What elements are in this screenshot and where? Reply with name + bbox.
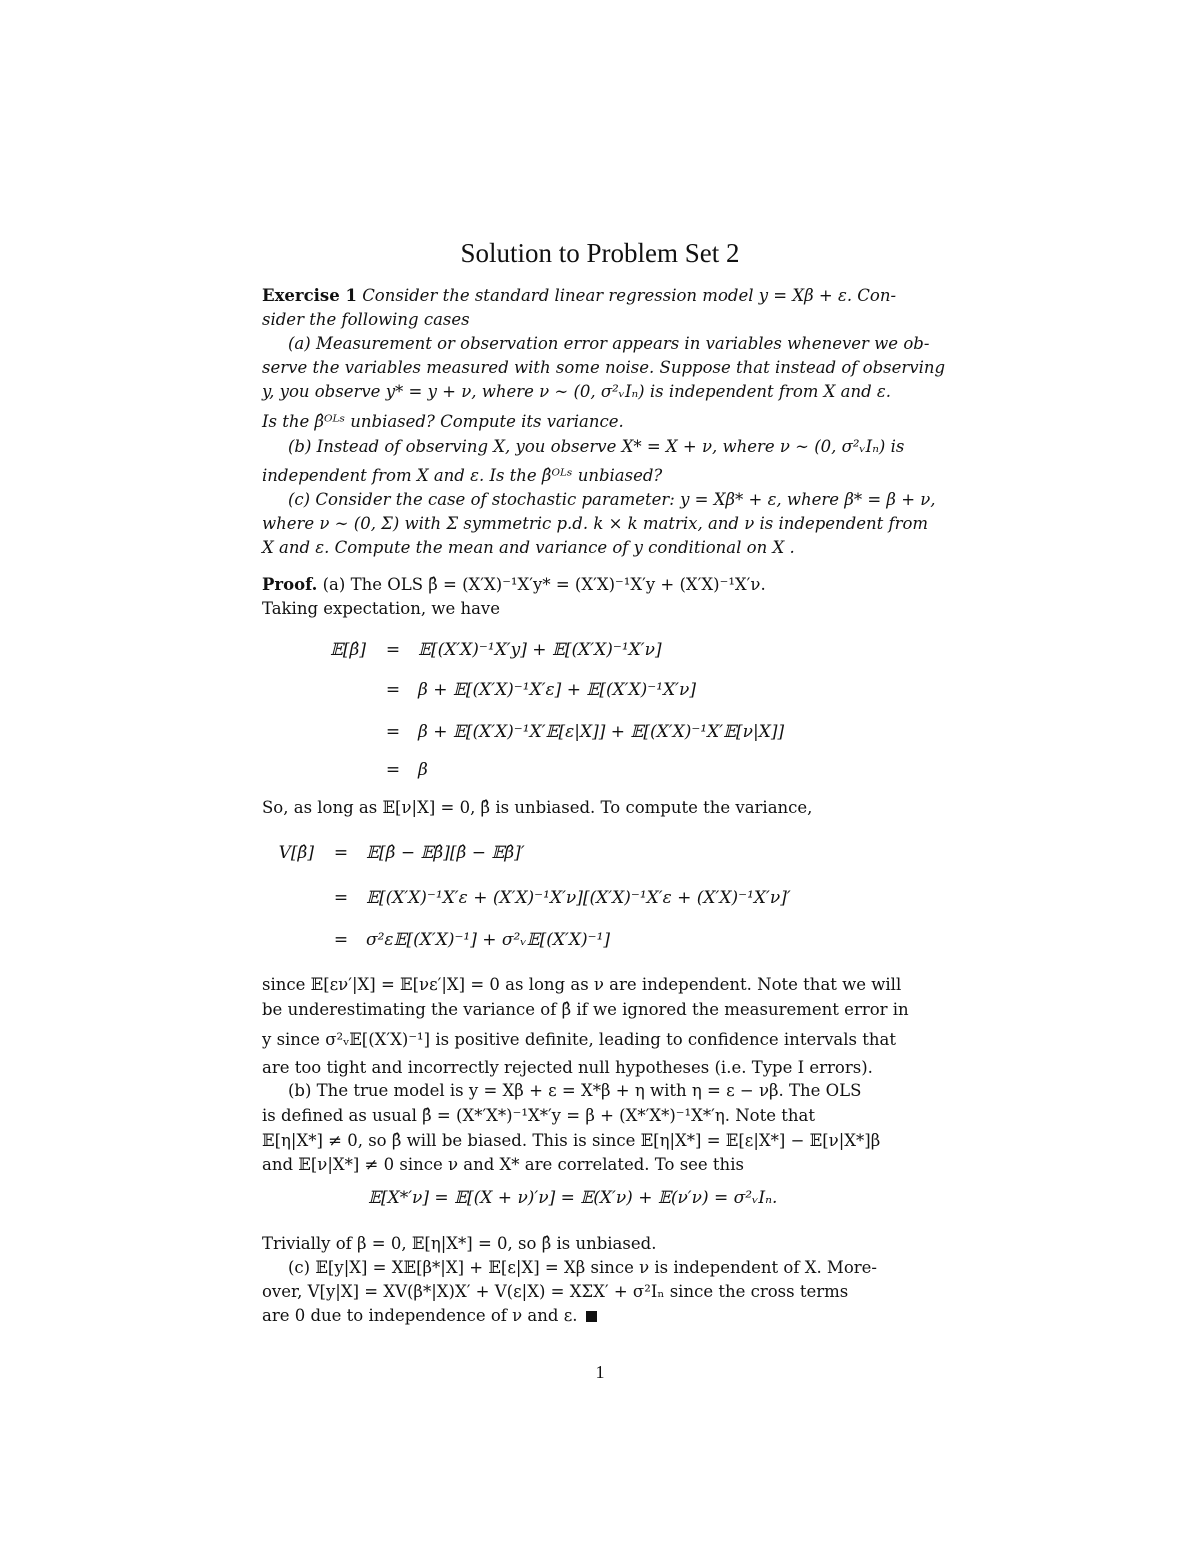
after-line-1: since 𝔼[εν′|X] = 𝔼[νε′|X] = 0 as long as ν are independent. Note that we will xyxy=(262,975,902,994)
end-line-1: Trivially of β = 0, 𝔼[η|X*] = 0, so β̂ is unbiased. xyxy=(262,1234,657,1253)
after-line-7: 𝔼[η|X*] ≠ 0, so β̂ will be biased. This is since 𝔼[η|X*] = 𝔼[ε|X*] − 𝔼[ν|X*]β xyxy=(262,1131,881,1150)
page-number: 1 xyxy=(595,1362,605,1382)
after-line-6: is defined as usual β̂ = (X*′X*)⁻¹X*′y = β + (X*′X*)⁻¹X*′η. Note that xyxy=(262,1106,815,1125)
proof-line-2: Taking expectation, we have xyxy=(262,599,501,618)
eq1-lhs: 𝔼[β̂] xyxy=(329,640,366,660)
page-title: Solution to Problem Set 2 xyxy=(460,238,740,268)
eq2-op-1: = xyxy=(333,843,349,863)
eq1-op-4: = xyxy=(385,760,401,780)
exercise-line-3: (a) Measurement or observation error appears in variables whenever we ob- xyxy=(288,334,930,353)
after-line-3: y since σ²ᵥ𝔼[(X′X)⁻¹] is positive definite, leading to confidence intervals that xyxy=(262,1030,896,1049)
exercise-line-4: serve the variables measured with some noise. Suppose that instead of observing xyxy=(262,358,946,377)
exercise-text: Consider the standard linear regression model y = Xβ + ε. Con- xyxy=(362,286,897,305)
exercise-line-9: (c) Consider the case of stochastic parameter: y = Xβ* + ε, where β* = β + ν, xyxy=(288,490,936,509)
exercise-line-2: sider the following cases xyxy=(262,310,470,329)
exercise-label: Exercise 1 xyxy=(262,286,357,305)
eq2-op-2: = xyxy=(333,888,349,908)
eq2-op-3: = xyxy=(333,930,349,950)
exercise-line-11: X and ε. Compute the mean and variance of y conditional on X . xyxy=(262,538,795,557)
after-line-5: (b) The true model is y = Xβ + ε = X*β + η with η = ε − νβ. The OLS xyxy=(288,1081,862,1100)
end-line-3: over, V[y|X] = XV(β*|X)X′ + V(ε|X) = XΣX′ + σ²Iₙ since the cross terms xyxy=(262,1282,849,1301)
eq1-op-1: = xyxy=(385,640,401,660)
eq2-rhs-3: σ²ε𝔼[(X′X)⁻¹] + σ²ᵥ𝔼[(X′X)⁻¹] xyxy=(366,930,611,950)
eq3: 𝔼[X*′ν] = 𝔼[(X + ν)′ν] = 𝔼(X′ν) + 𝔼(ν′ν) = σ²ᵥIₙ. xyxy=(368,1188,778,1208)
proof-line-1 xyxy=(262,573,938,597)
exercise-line-1 xyxy=(262,284,938,308)
eq1-rhs-1: 𝔼[(X′X)⁻¹X′y] + 𝔼[(X′X)⁻¹X′ν] xyxy=(418,640,662,660)
end-line-4 xyxy=(262,1304,938,1328)
exercise-line-6: Is the β̂ᴼᴸˢ unbiased? Compute its variance. xyxy=(262,412,624,431)
after-line-2: be underestimating the variance of β̂ if we ignored the measurement error in xyxy=(262,1000,909,1019)
eq2-rhs-1: 𝔼[β̂ − 𝔼β̂][β̂ − 𝔼β̂]′ xyxy=(366,843,525,863)
eq1-rhs-3: β + 𝔼[(X′X)⁻¹X′𝔼[ε|X]] + 𝔼[(X′X)⁻¹X′𝔼[ν|X]] xyxy=(418,722,785,742)
eq1-rhs-4: β xyxy=(418,760,428,780)
eq2-rhs-2: 𝔼[(X′X)⁻¹X′ε + (X′X)⁻¹X′ν][(X′X)⁻¹X′ε + (X′X)⁻¹X′ν]′ xyxy=(366,888,791,908)
qed-square-icon xyxy=(586,1311,597,1322)
eq1-rhs-2: β + 𝔼[(X′X)⁻¹X′ε] + 𝔼[(X′X)⁻¹X′ν] xyxy=(418,680,696,700)
exercise-line-5: y, you observe y* = y + ν, where ν ∼ (0, σ²ᵥIₙ) is independent from X and ε. xyxy=(262,382,892,401)
end-line-2: (c) 𝔼[y|X] = X𝔼[β*|X] + 𝔼[ε|X] = Xβ since ν is independent of X. More- xyxy=(288,1258,877,1277)
proof-mid-text: So, as long as 𝔼[ν|X] = 0, β̂ is unbiased. To compute the variance, xyxy=(262,798,813,817)
after-line-4: are too tight and incorrectly rejected null hypotheses (i.e. Type I errors). xyxy=(262,1058,873,1077)
eq2-lhs: V[β̂] xyxy=(278,843,314,863)
proof-label: Proof. xyxy=(262,575,318,594)
exercise-line-10: where ν ∼ (0, Σ) with Σ symmetric p.d. k × k matrix, and ν is independent from xyxy=(262,514,929,533)
proof-intro-text: (a) The OLS β̂ = (X′X)⁻¹X′y* = (X′X)⁻¹X′y + (X′X)⁻¹X′ν. xyxy=(322,575,766,594)
eq1-op-2: = xyxy=(385,680,401,700)
end-line-4-text: are 0 due to independence of ν and ε. xyxy=(262,1306,578,1325)
eq1-op-3: = xyxy=(385,722,401,742)
exercise-line-8: independent from X and ε. Is the β̂ᴼᴸˢ unbiased? xyxy=(262,466,663,485)
exercise-line-7: (b) Instead of observing X, you observe X* = X + ν, where ν ∼ (0, σ²ᵥIₙ) is xyxy=(288,437,905,456)
after-line-8: and 𝔼[ν|X*] ≠ 0 since ν and X* are correlated. To see this xyxy=(262,1155,744,1174)
